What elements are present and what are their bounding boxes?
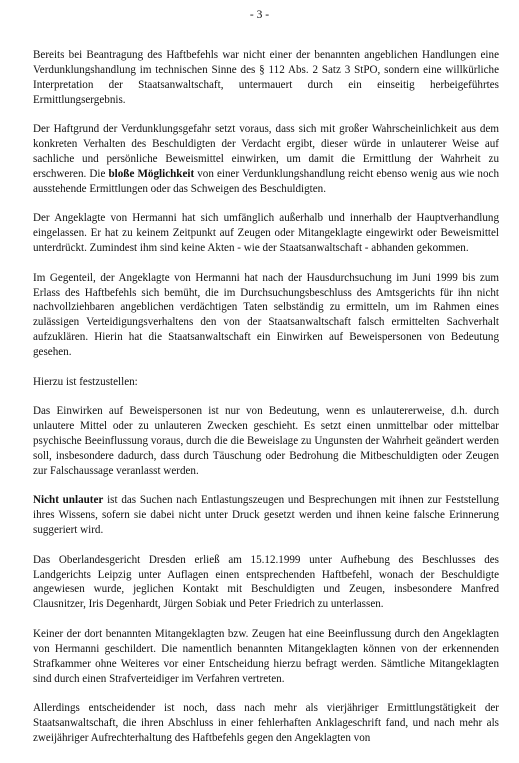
paragraph-7-text: ist das Suchen nach Entlastungszeugen und Besprechungen mit ihnen zur Feststellung ihres Wissens, sofern sie dabei nicht unter Druck gesetzt werden und ihnen keine falsche Erinnerung suggeriert wird. [33, 494, 499, 537]
paragraph-6: Das Einwirken auf Beweispersonen ist nur von Bedeutung, wenn es unlautererweise, d.h. durch unlautere Mittel oder zu unlauteren Zwecken geschieht. Es setzt einen unmittelbar oder mittelbar psychische Beeinflussung voraus, durch die die Beweislage zu Ungunsten der Wahrheit geändert werden soll, insbesondere dadurch, dass durch Täuschung oder Bedrohung die Mitbeschuldigten oder Zeugen zur Falschaussage veranlasst werden. [33, 405, 499, 477]
document-body [33, 48, 499, 746]
paragraph-8: Das Oberlandesgericht Dresden erließ am 15.12.1999 unter Aufhebung des Beschlusses des Landgerichts Leipzig unter Auflagen einen entsprechenden Haftbefehl, wonach der Beschuldigte angewiesen wurde, jeglichen Kontakt mit Beschuldigten und Zeugen, insbesondere Manfred Clausnitzer, Iris Degenhardt, Jürgen Sobiak und Peter Friedrich zu unterlassen. [33, 553, 499, 611]
paragraph-7 [33, 493, 499, 538]
paragraph-2 [33, 122, 499, 197]
emphasis-nicht-unlauter: Nicht unlauter [33, 494, 104, 507]
page-number: - 3 - [249, 9, 270, 21]
paragraph-1: Bereits bei Beantragung des Haftbefehls war nicht einer der benannten angeblichen Handlungen eine Verdunklungshandlung im technischen Sinne des § 112 Abs. 2 Satz 3 StPO, sondern eine willkürliche Interpretation der Staatsanwaltschaft, untermauert durch ein einseitig herbeigeführtes Ermittlungsergebnis. [33, 49, 499, 106]
emphasis-blosse-moeglichkeit: bloße Möglichkeit [108, 167, 195, 180]
paragraph-9: Keiner der dort benannten Mitangeklagten bzw. Zeugen hat eine Beeinflussung durch den Angeklagten von Hermanni geschildert. Die namentlich benannten Mitangeklagten können von der erkennenden Strafkammer ohne Weiteres vor einer Entscheidung hierzu befragt werden. Sämtliche Mitangeklagten sind durch einen Strafverteidiger im Verfahren vertreten. [33, 627, 499, 685]
paragraph-2-text-a: Der Haftgrund der Verdunklungsgefahr setzt voraus, dass sich mit großer Wahrscheinlichkeit aus dem konkreten Verhalten des Beschuldigten der Verdacht ergibt, dieser würde in unlauterer Weise auf sachliche und persönliche Beweismittel einwirken, um damit die Ermittlung der Wahrheit zu erschweren. Die [33, 123, 499, 180]
paragraph-10: Allerdings entscheidender ist noch, dass nach mehr als vierjähriger Ermittlungstätigkeit der Staatsanwaltschaft, die ihren Abschluss in einer fehlerhaften Anklageschrift fand, und nach mehr als zweijähriger Aufrechterhaltung des Haftbefehls gegen den Angeklagten von [33, 702, 499, 744]
paragraph-5: Hierzu ist festzustellen: [33, 375, 138, 388]
paragraph-3: Der Angeklagte von Hermanni hat sich umfänglich außerhalb und innerhalb der Hauptverhandlung eingelassen. Er hat zu keinem Zeitpunkt auf Zeugen oder Mitangeklagte eingewirkt oder Beweismittel unterdrückt. Zumindest ihm sind keine Akten - wie der Staatsanwaltschaft - abhanden gekommen. [33, 212, 499, 255]
paragraph-2-text-b: von einer Verdunklungshandlung reicht ebenso wenig aus wie noch ausstehende Ermittlungen oder das Schweigen des Beschuldigten. [33, 167, 499, 195]
paragraph-4: Im Gegenteil, der Angeklagte von Hermanni hat nach der Hausdurchsuchung im Juni 1999 bis zum Erlass des Haftbefehls sich bemüht, die im Durchsuchungsbeschluss des Amtsgerichts für ihn nicht nachvollziehbaren angeblichen verdächtigen Taten selbständig zu ermitteln, um im Rahmen eines zulässigen Verteidigungsverhaltens den von der Staatsanwaltschaft falsch ermittelten Sachverhalt aufzuklären. Hierin hat die Staatsanwaltschaft ein Einwirken auf Beweispersonen von Bedeutung gesehen. [33, 271, 499, 359]
